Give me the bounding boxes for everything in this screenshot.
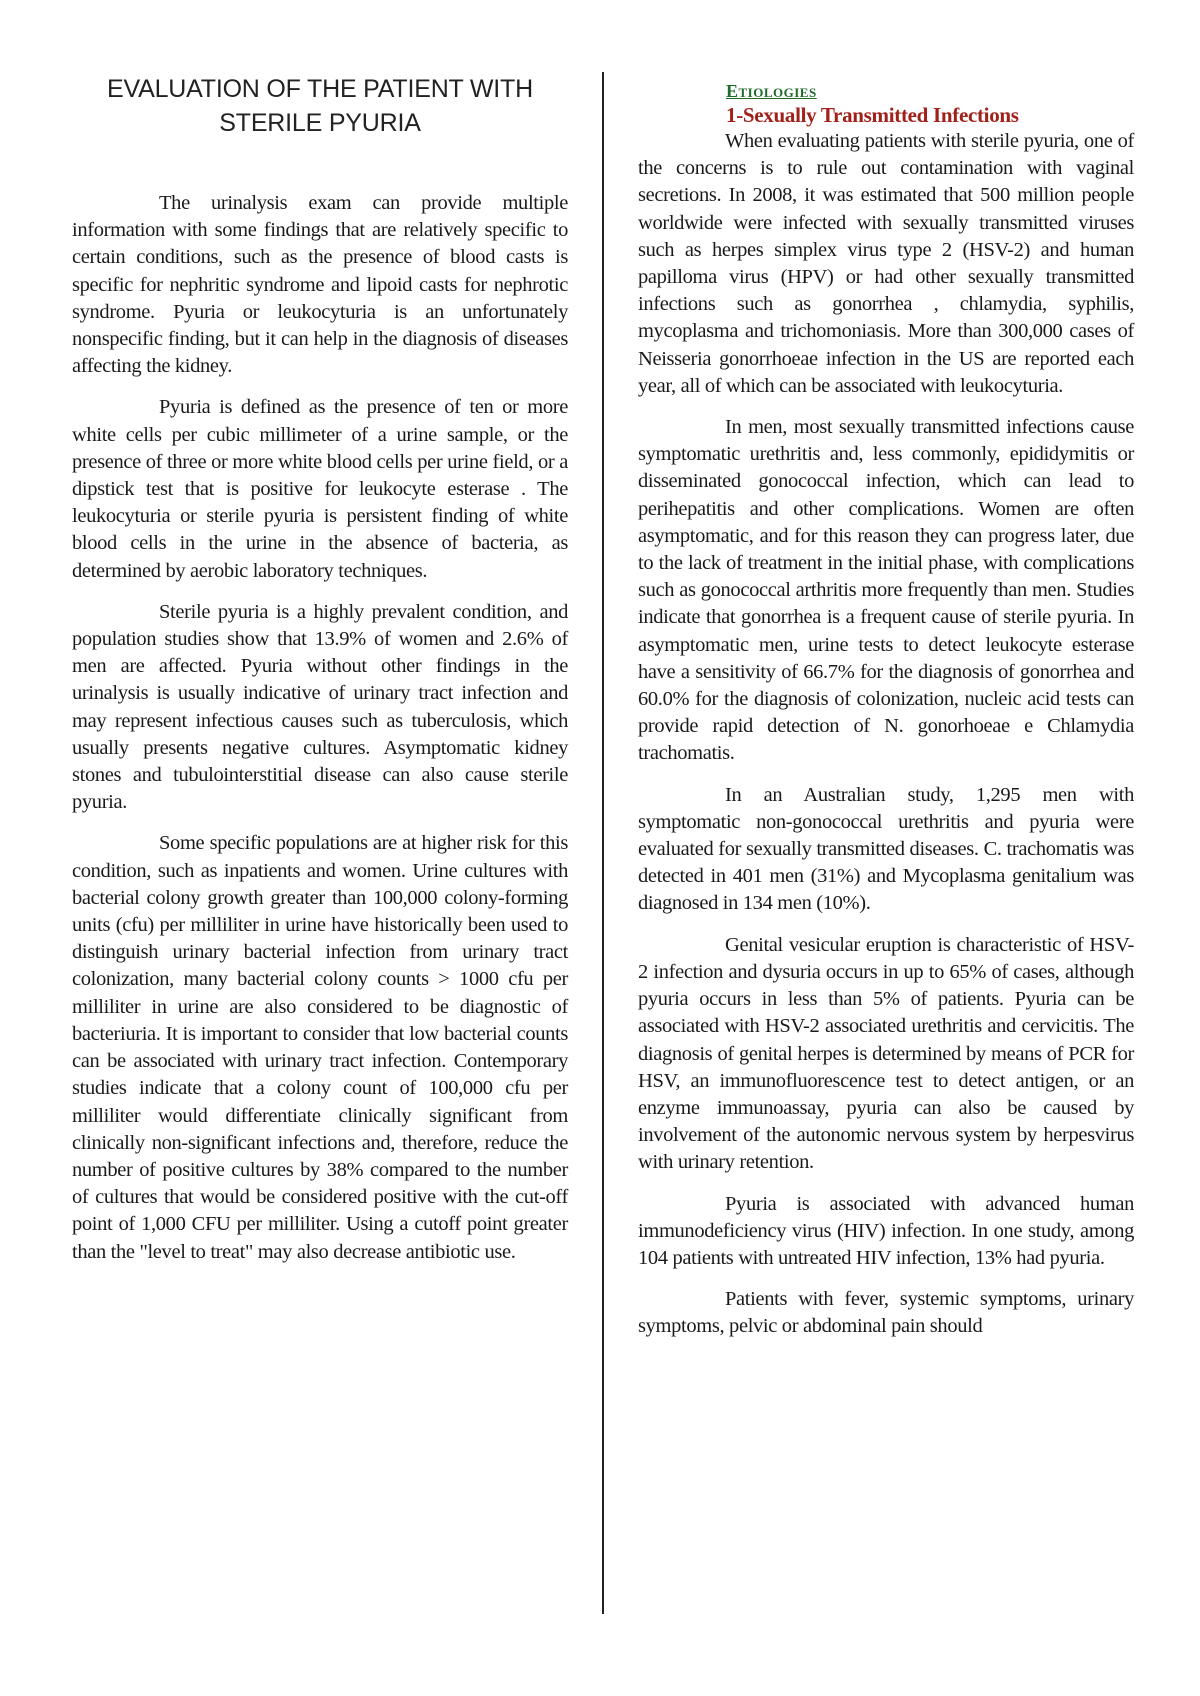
- paragraph: In an Australian study, 1,295 men with symptomatic non-gonococcal urethritis and pyuria were evaluated for sexually transmitted diseases. C. trachomatis was detected in 401 men (31%) and Mycoplasma genitalium was diagnosed in 134 men (10%).: [638, 783, 1134, 915]
- paragraph: The urinalysis exam can provide multiple information with some findings that are relatively specific to certain conditions, such as the presence of blood casts is specific for nephritic syndrome and lipoid casts for nephrotic syndrome. Pyuria or leukocyturia is an unfortunately nonspecific finding, but it can help in the diagnosis of diseases affecting the kidney.: [72, 192, 568, 378]
- section-heading-etiologies: Etiologies: [726, 81, 817, 101]
- column-divider: [602, 72, 604, 1614]
- left-column: [72, 72, 568, 1280]
- paragraph: In men, most sexually transmitted infections cause symptomatic urethritis and, less commonly, epididymitis or disseminated gonococcal infection, which can lead to perihepatitis and other complications. Women are often asymptomatic, and for this reason they can progress later, due to the lack of treatment in the initial phase, with complications such as gonococcal arthritis more frequently than men. Studies indicate that gonorrhea is a frequent cause of sterile pyuria. In asymptomatic men, urine tests to detect leukocyte esterase have a sensitivity of 66.7% for the diagnosis of gonorrhea and 60.0% for the diagnosis of colonization, nucleic acid tests can provide rapid detection of N. gonorhoeae e Chlamydia trachomatis.: [638, 416, 1134, 765]
- paragraph: Some specific populations are at higher risk for this condition, such as inpatients and women. Urine cultures with bacterial colony growth greater than 100,000 colony-forming units (cfu) per milliliter in urine have historically been used to distinguish urinary bacterial infection from urinary tract colonization, many bacterial colony counts > 1000 cfu per milliliter in urine are also considered to be diagnostic of bacteriuria. It is important to consider that low bacterial counts can be associated with urinary tract infection. Contemporary studies indicate that a colony count of 100,000 cfu per milliliter would differentiate clinically significant from clinically non-significant infections and, therefore, reduce the number of positive cultures by 38% compared to the number of cultures that would be considered positive with the cut-off point of 1,000 CFU per milliliter. Using a cutoff point greater than the "level to treat" may also decrease antibiotic use.: [72, 832, 568, 1263]
- paragraph: Sterile pyuria is a highly prevalent condition, and population studies show that 13.9% of women and 2.6% of men are affected. Pyuria without other findings in the urinalysis is usually indicative of urinary tract infection and may represent infectious causes such as tuberculosis, which usually presents negative cultures. Asymptomatic kidney stones and tubulointerstitial disease can also cause sterile pyuria.: [72, 600, 568, 814]
- subsection-heading: 1-Sexually Transmitted Infections: [726, 103, 1019, 127]
- paragraph: Pyuria is defined as the presence of ten or more white cells per cubic millimeter of a urine sample, or the presence of three or more white blood cells per urine field, or a dipstick test that is positive for leukocyte esterase . The leukocyturia or sterile pyuria is persistent finding of white blood cells in the urine in the absence of bacteria, as determined by aerobic laboratory techniques.: [72, 396, 568, 582]
- paragraph: When evaluating patients with sterile pyuria, one of the concerns is to rule out contamination with vaginal secretions. In 2008, it was estimated that 500 million people worldwide were infected with sexually transmitted viruses such as herpes simplex virus type 2 (HSV-2) and human papilloma virus (HPV) or had other sexually transmitted infections such as gonorrhea , chlamydia, syphilis, mycoplasma and trichomoniasis. More than 300,000 cases of Neisseria gonorrhoeae infection in the US are reported each year, all of which can be associated with leukocyturia.: [638, 130, 1134, 397]
- paragraph: Pyuria is associated with advanced human immunodeficiency virus (HIV) infection. In one study, among 104 patients with untreated HIV infection, 13% had pyuria.: [638, 1192, 1134, 1269]
- right-column: [638, 80, 1134, 1355]
- paragraph: Genital vesicular eruption is characteristic of HSV-2 infection and dysuria occurs in up to 65% of cases, although pyuria occurs in less than 5% of patients. Pyuria can be associated with HSV-2 associated urethritis and cervicitis. The diagnosis of genital herpes is determined by means of PCR for HSV, an immunofluorescence test to detect antigen, or an enzyme immunoassay, pyuria can also be caused by involvement of the autonomic nervous system by herpesvirus with urinary retention.: [638, 933, 1134, 1174]
- paragraph: Patients with fever, systemic symptoms, urinary symptoms, pelvic or abdominal pain should: [638, 1288, 1134, 1338]
- document-title: EVALUATION OF THE PATIENT WITH STERILE PYURIA: [107, 75, 533, 137]
